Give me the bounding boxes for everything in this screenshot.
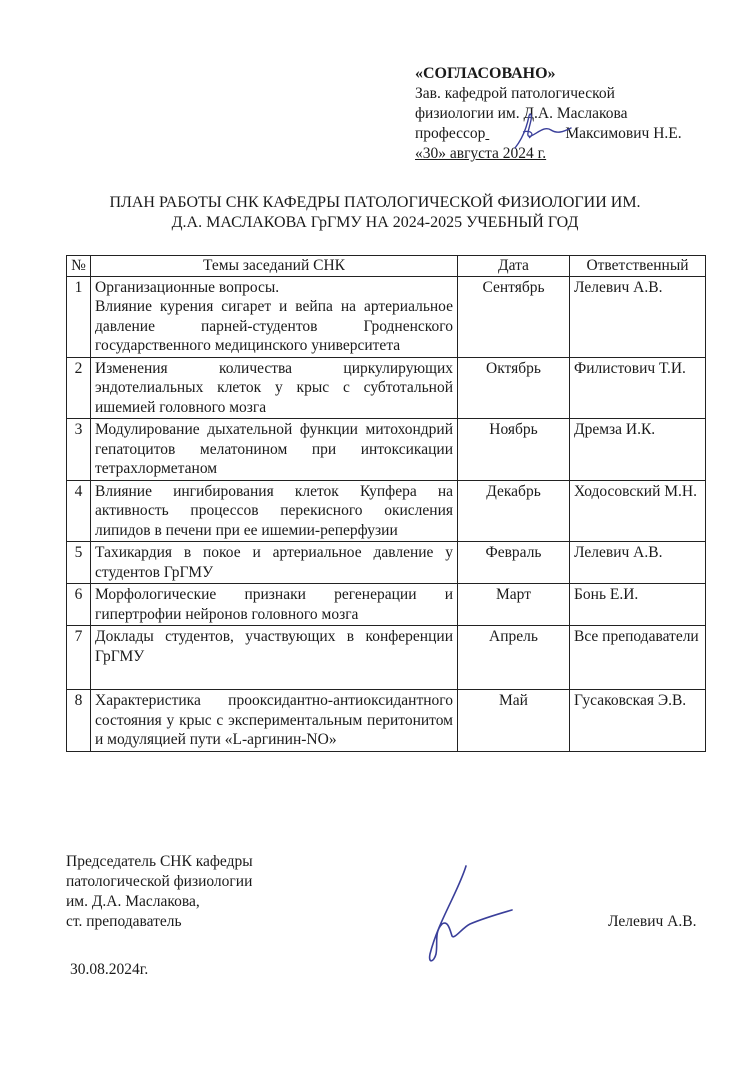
chair-signature-icon — [408, 862, 518, 972]
row-date: Май — [458, 690, 570, 752]
row-date: Апрель — [458, 626, 570, 690]
row-responsible: Бонь Е.И. — [570, 584, 706, 626]
row-date: Сентябрь — [458, 276, 570, 357]
footer-line1: Председатель СНК кафедры — [66, 853, 253, 870]
row-topic: Влияние ингибирования клеток Купфера на активность процессов перекисного окисления липидов в печени при ее ишемии-реперфузии — [91, 480, 458, 542]
row-num: 3 — [67, 419, 91, 481]
approval-title: «СОГЛАСОВАНО» — [415, 65, 556, 82]
approval-signature-line — [415, 124, 735, 144]
table-header-row — [67, 256, 706, 277]
row-num: 2 — [67, 357, 91, 419]
table-row — [67, 480, 706, 542]
row-num: 8 — [67, 690, 91, 752]
row-topic — [91, 276, 458, 357]
table-row — [67, 276, 706, 357]
header-num: № — [67, 256, 91, 277]
row-responsible: Дремза И.К. — [570, 419, 706, 481]
head-signature-icon — [505, 108, 575, 154]
document-title-line1: ПЛАН РАБОТЫ СНК КАФЕДРЫ ПАТОЛОГИЧЕСКОЙ ФИЗИОЛОГИИ ИМ. — [109, 194, 641, 211]
row-date: Декабрь — [458, 480, 570, 542]
row-num: 4 — [67, 480, 91, 542]
row-topic: Тахикардия в покое и артериальное давление у студентов ГрГМУ — [91, 542, 458, 584]
row-num: 7 — [67, 626, 91, 690]
table-row — [67, 584, 706, 626]
row-num: 5 — [67, 542, 91, 584]
table-row — [67, 419, 706, 481]
row-responsible: Гусаковская Э.В. — [570, 690, 706, 752]
approval-position-line2: физиологии им. Д.А. Маслакова — [415, 105, 628, 122]
footer-line3: им. Д.А. Маслакова, — [66, 893, 200, 910]
header-date: Дата — [458, 256, 570, 277]
row-topic-part-b: Влияние курения сигарет и вейпа на артериальное давление парней-студентов Гродненского государственного медицинского университета — [95, 298, 453, 354]
row-topic: Характеристика прооксидантно-антиоксидантного состояния у крыс с экспериментальным перитонитом и модуляцией пути «L-аргинин-NO» — [91, 690, 458, 752]
document-title-line2: Д.А. МАСЛАКОВА ГрГМУ НА 2024-2025 УЧЕБНЫЙ ГОД — [171, 214, 579, 231]
row-topic: Модулирование дыхательной функции митохондрий гепатоцитов мелатонином при интоксикации тетрахлорметаном — [91, 419, 458, 481]
table-row — [67, 357, 706, 419]
row-topic: Доклады студентов, участвующих в конференции ГрГМУ — [91, 626, 458, 690]
footer-signatory — [66, 852, 326, 932]
approval-prof-prefix: профессор — [415, 125, 486, 142]
approval-block — [415, 64, 735, 164]
footer-date: 30.08.2024г. — [70, 961, 149, 978]
row-topic: Морфологические признаки регенерации и гипертрофии нейронов головного мозга — [91, 584, 458, 626]
row-num: 6 — [67, 584, 91, 626]
row-responsible: Ходосовский М.Н. — [570, 480, 706, 542]
table-row — [67, 690, 706, 752]
approval-date: «30» августа 2024 г. — [415, 145, 547, 162]
row-date: Октябрь — [458, 357, 570, 419]
header-responsible: Ответственный — [570, 256, 706, 277]
footer-signatory-name: Лелевич А.В. — [608, 913, 697, 930]
row-topic-part-a: Организационные вопросы. — [95, 278, 280, 296]
approval-prof-name: Максимович Н.Е. — [565, 125, 682, 142]
row-topic: Изменения количества циркулирующих эндотелиальных клеток у крыс с субтотальной ишемией головного мозга — [91, 357, 458, 419]
footer-line2: патологической физиологии — [66, 873, 253, 890]
table-row — [67, 626, 706, 690]
row-responsible: Лелевич А.В. — [570, 542, 706, 584]
plan-table — [66, 255, 706, 752]
row-date: Ноябрь — [458, 419, 570, 481]
table-row — [67, 542, 706, 584]
row-num: 1 — [67, 276, 91, 357]
header-topic: Темы заседаний СНК — [91, 256, 458, 277]
approval-position-line1: Зав. кафедрой патологической — [415, 85, 615, 102]
row-responsible: Все преподаватели — [570, 626, 706, 690]
document-title — [30, 193, 720, 233]
row-responsible: Лелевич А.В. — [570, 276, 706, 357]
row-date: Февраль — [458, 542, 570, 584]
footer-line4: ст. преподаватель — [66, 913, 182, 930]
row-date: Март — [458, 584, 570, 626]
row-responsible: Филистович Т.И. — [570, 357, 706, 419]
